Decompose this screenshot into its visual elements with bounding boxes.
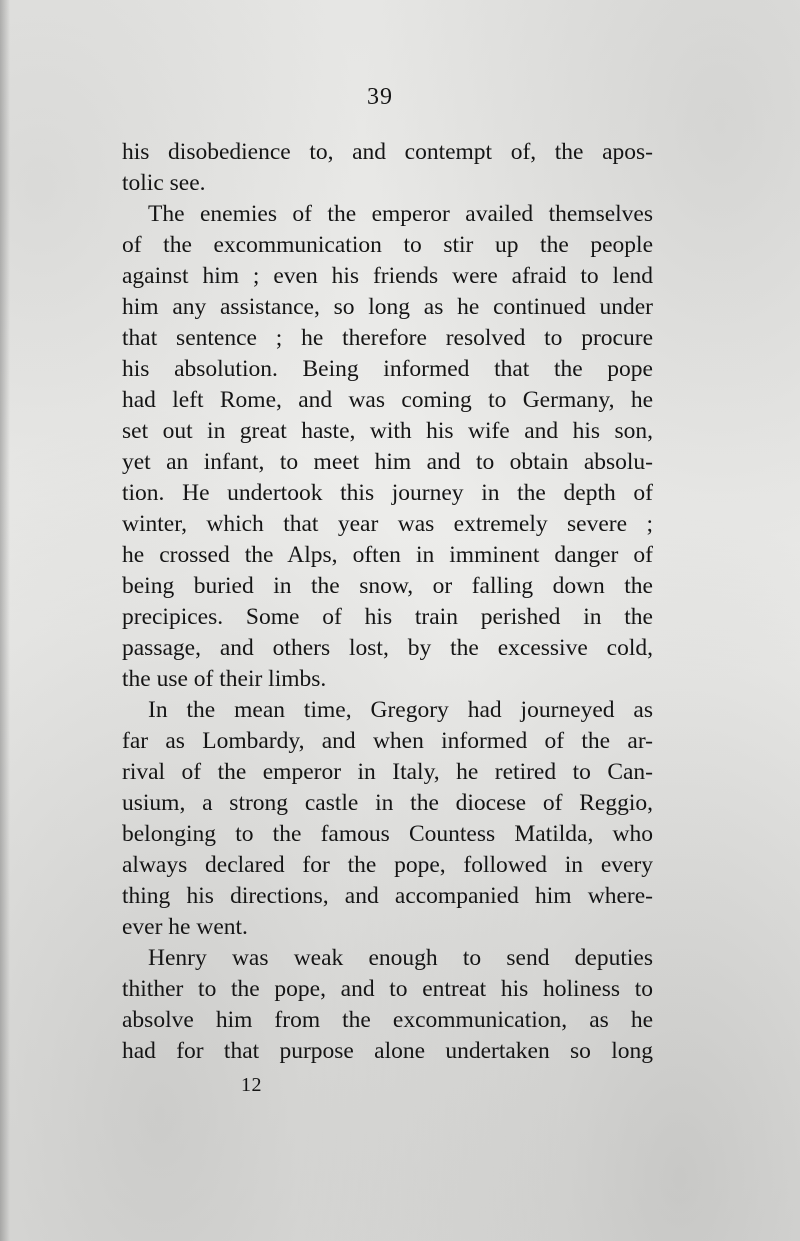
text-line: him any assistance, so long as he continued under: [122, 294, 653, 320]
text-line: The enemies of the emperor availed themselves: [148, 201, 653, 227]
text-line: rival of the emperor in Italy, he retired to Can-: [122, 759, 653, 785]
text-line: ever he went.: [122, 914, 248, 940]
text-line: thing his directions, and accompanied him where-: [122, 883, 653, 909]
text-line: absolve him from the excommunication, as he: [122, 1007, 653, 1033]
text-line: against him ; even his friends were afraid to lend: [122, 263, 653, 289]
text-line: far as Lombardy, and when informed of the ar-: [122, 728, 653, 754]
signature-mark: 12: [241, 1074, 262, 1096]
text-line: winter, which that year was extremely severe ;: [122, 511, 653, 537]
text-line: always declared for the pope, followed in every: [122, 852, 653, 878]
paragraph-4: [122, 943, 653, 1067]
text-line: had left Rome, and was coming to Germany, he: [122, 387, 653, 413]
text-line: usium, a strong castle in the diocese of Reggio,: [122, 790, 653, 816]
text-line: set out in great haste, with his wife and his son,: [122, 418, 653, 444]
text-line: passage, and others lost, by the excessive cold,: [122, 635, 653, 661]
text-line: tolic see.: [122, 170, 206, 196]
paragraph-1: [122, 137, 653, 199]
text-line: yet an infant, to meet him and to obtain absolu-: [122, 449, 653, 475]
text-line: being buried in the snow, or falling down the: [122, 573, 653, 599]
page-number: 39: [367, 84, 393, 110]
text-line: Henry was weak enough to send deputies: [148, 945, 653, 971]
text-line: had for that purpose alone undertaken so long: [122, 1038, 653, 1064]
text-line: the use of their limbs.: [122, 666, 327, 692]
text-line: In the mean time, Gregory had journeyed as: [148, 697, 653, 723]
text-line: precipices. Some of his train perished in the: [122, 604, 653, 630]
text-line: that sentence ; he therefore resolved to procure: [122, 325, 653, 351]
text-line: his absolution. Being informed that the pope: [122, 356, 653, 382]
text-line: tion. He undertook this journey in the depth of: [122, 480, 653, 506]
page-edge-shadow: [0, 0, 10, 1241]
text-line: he crossed the Alps, often in imminent danger of: [122, 542, 653, 568]
paragraph-2: [122, 199, 653, 695]
text-line: belonging to the famous Countess Matilda, who: [122, 821, 653, 847]
body-text: [122, 137, 653, 1067]
text-line: of the excommunication to stir up the people: [122, 232, 653, 258]
paragraph-3: [122, 695, 653, 943]
text-line: his disobedience to, and contempt of, the apos-: [122, 139, 653, 165]
text-line: thither to the pope, and to entreat his holiness to: [122, 976, 653, 1002]
